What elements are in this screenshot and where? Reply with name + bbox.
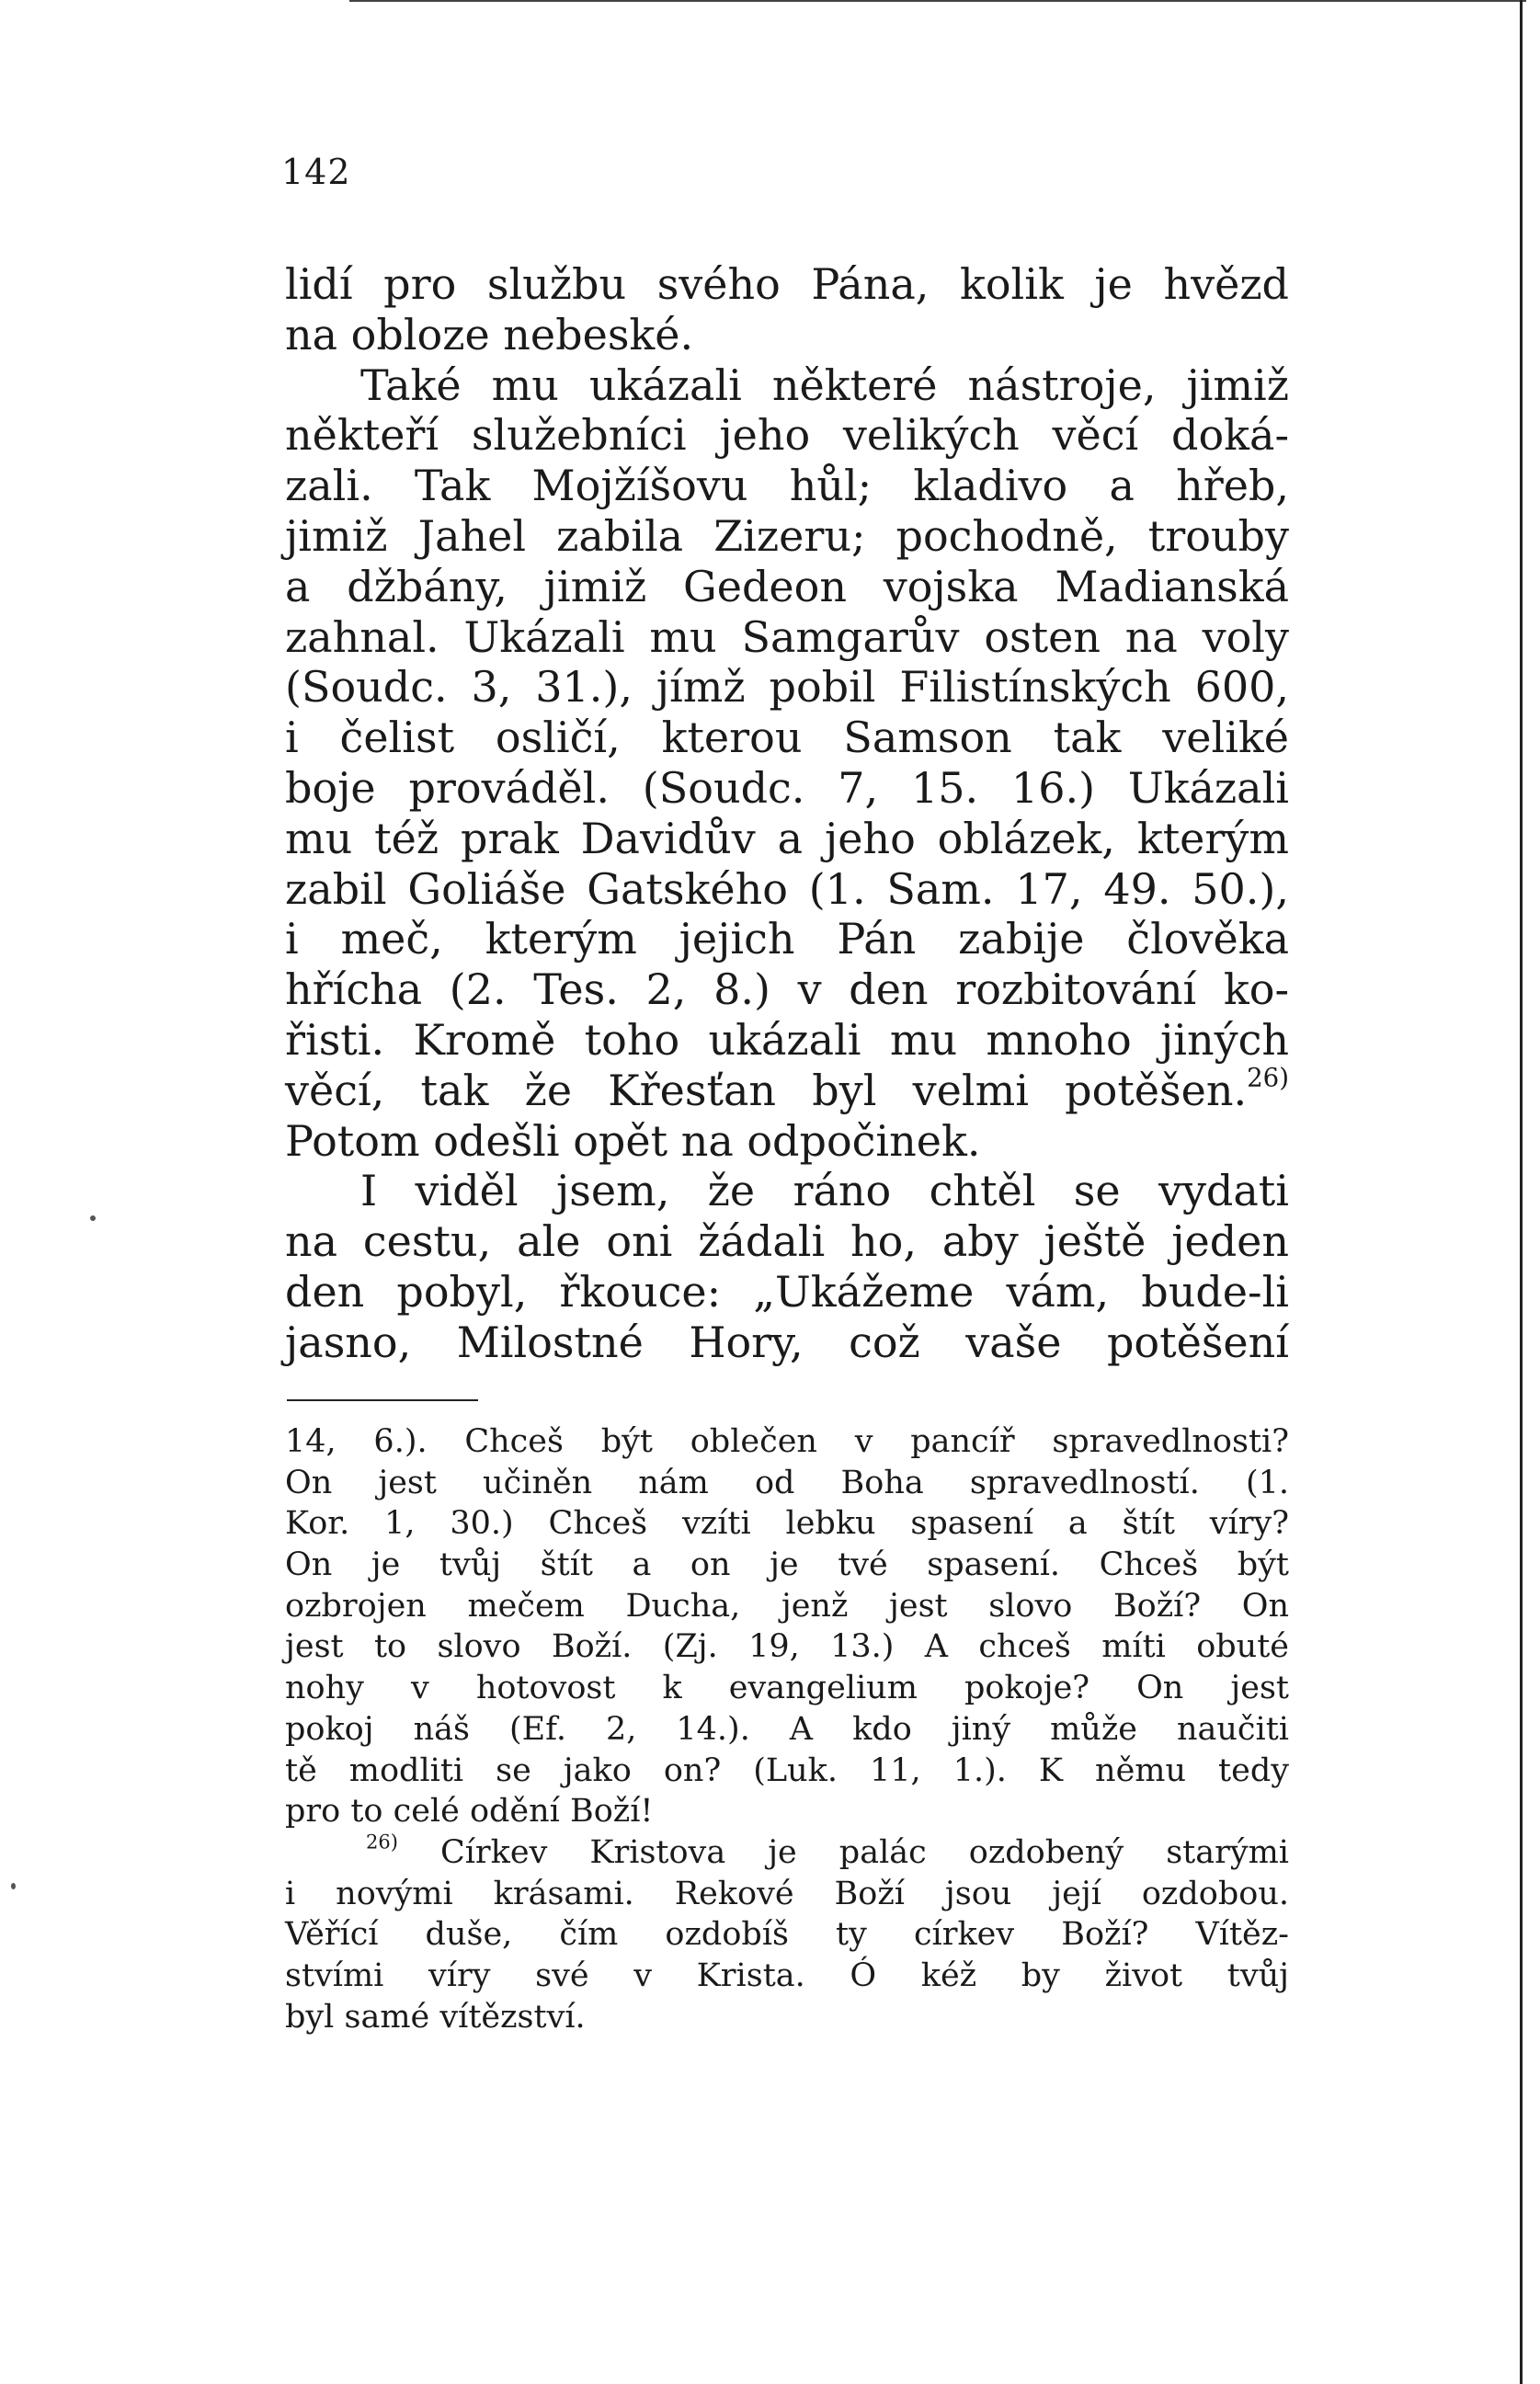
line-text: nohy v hotovost k evangelium pokoje? On jest [285, 1670, 1289, 1707]
text-line [285, 662, 1289, 713]
line-text: zali. Tak Mojžíšovu hůl; kladivo a hřeb, [285, 461, 1289, 511]
line-text: lidí pro službu svého Pána, kolik je hvězd [285, 259, 1289, 309]
line-text: věcí, tak že Křesťan byl velmi potěšen. [285, 1065, 1248, 1115]
text-line [285, 360, 1289, 411]
line-text: řisti. Kromě toho ukázali mu mnoho jiných [285, 1014, 1289, 1065]
line-text: mu též prak Davidův a jeho oblázek, kterým [285, 813, 1289, 863]
text-line [285, 410, 1289, 461]
footnote-line [285, 1874, 1289, 1915]
footnote-marker: 26) [366, 1831, 398, 1854]
footnote-line [285, 1914, 1289, 1956]
page-number: 142 [281, 152, 351, 192]
footnotes [285, 1421, 1289, 2037]
text-line [285, 914, 1289, 964]
line-text: jest to slovo Boží. (Zj. 19, 13.) A chceš míti obuté [285, 1628, 1289, 1666]
line-text: 14, 6.). Chceš být oblečen v pancíř spravedlnosti? [285, 1423, 1289, 1460]
line-text: boje prováděl. (Soudc. 7, 15. 16.) Ukázali [285, 762, 1289, 813]
text-line [285, 259, 1289, 310]
line-text: den pobyl, řkouce: „Ukážeme vám, bude-li [285, 1266, 1289, 1317]
text-line [285, 964, 1289, 1015]
footnote-line [285, 1626, 1289, 1668]
footnote-line [285, 1956, 1289, 1997]
line-text: někteří služebníci jeho velikých věcí doká- [285, 410, 1289, 461]
line-text: i meč, kterým jejich Pán zabije člověka [285, 914, 1289, 964]
line-text: i čelist osličí, kterou Samson tak veliké [285, 713, 1289, 763]
line-text: Církev Kristova je palác ozdobený starými [439, 1833, 1289, 1871]
line-text: On jest učiněn nám od Boha spravedlností. (1. [285, 1464, 1289, 1501]
text-line [285, 1317, 1289, 1368]
line-text: zabil Goliáše Gatského (1. Sam. 17, 49. 50.), [285, 863, 1289, 914]
line-text: pokoj náš (Ef. 2, 14.). A kdo jiný může naučiti [285, 1710, 1289, 1748]
line-text: jimiž Jahel zabila Zizeru; pochodně, trouby [285, 510, 1289, 561]
text-line [285, 864, 1289, 915]
text-line [285, 713, 1289, 763]
footnote-line [285, 1997, 1289, 2038]
footnote-line [285, 1668, 1289, 1709]
text-line [285, 612, 1289, 663]
line-text: zahnal. Ukázali mu Samgarův osten na voly [285, 611, 1289, 662]
scan-edge-right [1520, 0, 1523, 2384]
line-text: i novými krásami. Rekové Boží jsou její ozdobou. [285, 1875, 1289, 1912]
footnote-line [285, 1463, 1289, 1504]
footnote-line [285, 1503, 1289, 1545]
line-text: pro to celé odění Boží! [285, 1793, 654, 1831]
footnote-line [285, 1709, 1289, 1751]
line-text: Také mu ukázali některé nástroje, jimiž [360, 359, 1289, 410]
line-text: ozbrojen mečem Ducha, jenž jest slovo Boží? On [285, 1587, 1289, 1625]
scan-speck [90, 1215, 96, 1221]
text-line [285, 1166, 1289, 1216]
scan-speck [11, 1883, 16, 1889]
text-line [285, 511, 1289, 562]
text-line [285, 562, 1289, 612]
line-text: byl samé vítězství. [285, 1998, 586, 2036]
footnote-line [285, 1421, 1289, 1463]
footnote-line [285, 1586, 1289, 1627]
text-line [285, 1062, 1289, 1116]
text-line [285, 1116, 1289, 1167]
text-line [285, 763, 1289, 814]
line-text: a džbány, jimiž Gedeon vojska Madianská [285, 561, 1289, 611]
footnote-separator [287, 1399, 478, 1401]
text-line [285, 1267, 1289, 1317]
line-text: (Soudc. 3, 31.), jímž pobil Filistínských 600, [285, 662, 1289, 713]
footnote-line [285, 1832, 1289, 1874]
footnote-line [285, 1791, 1289, 1832]
body-text [285, 259, 1289, 1368]
text-line [285, 310, 1289, 360]
line-text: I viděl jsem, že ráno chtěl se vydati [360, 1166, 1289, 1216]
line-text: stvími víry své v Krista. Ó kéž by život tvůj [285, 1956, 1289, 1994]
line-text: jasno, Milostné Hory, což vaše potěšení [285, 1317, 1289, 1367]
text-line [285, 1015, 1289, 1066]
footnote-marker: 26) [1247, 1062, 1289, 1093]
line-text: tě modliti se jako on? (Luk. 11, 1.). K němu tedy [285, 1751, 1289, 1789]
footnote-line [285, 1751, 1289, 1792]
text-line [285, 1216, 1289, 1267]
line-text: On je tvůj štít a on je tvé spasení. Chceš být [285, 1546, 1289, 1584]
line-text: na obloze nebeské. [285, 309, 694, 359]
line-text: Kor. 1, 30.) Chceš vzíti lebku spasení a štít víry? [285, 1505, 1289, 1543]
line-text: na cestu, ale oni žádali ho, aby ještě jeden [285, 1216, 1289, 1267]
text-line [285, 814, 1289, 864]
line-text: Potom odešli opět na odpočinek. [285, 1115, 981, 1166]
line-text: hřícha (2. Tes. 2, 8.) v den rozbitování ko- [285, 964, 1289, 1015]
footnote-line [285, 1545, 1289, 1586]
text-line [285, 461, 1289, 511]
line-text: Věřící duše, čím ozdobíš ty církev Boží? Vítěz- [285, 1916, 1289, 1954]
scan-edge-top [349, 0, 1526, 2]
